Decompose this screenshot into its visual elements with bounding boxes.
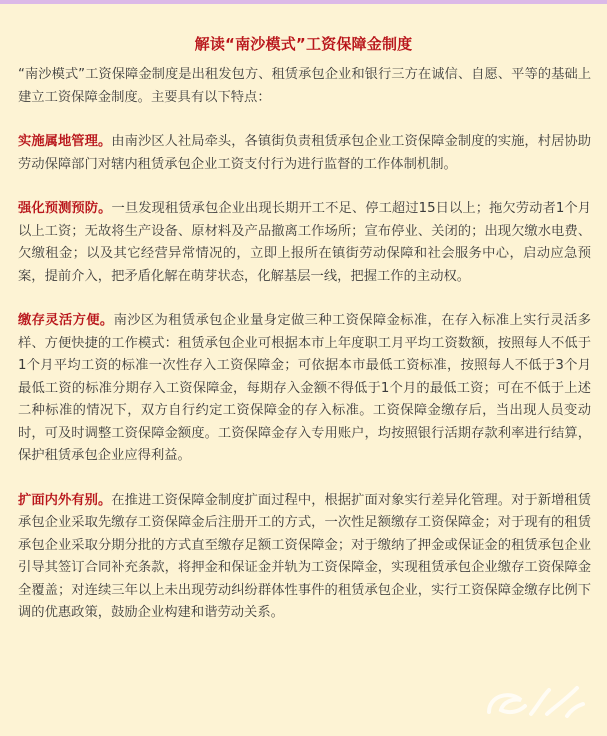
article-title: 解读“南沙模式”工资保障金制度 xyxy=(194,35,413,53)
section-local-management xyxy=(18,131,591,176)
section-flexible-deposit xyxy=(18,310,591,468)
section-heading: 缴存灵活方便。 xyxy=(18,313,114,328)
publisher-logo-watermark-icon xyxy=(479,678,589,726)
section-text: 一旦发现租赁承包企业出现长期开工不足、停工超过15日以上；拖欠劳动者1个月以上工资；无故将生产设备、原材料及产品撤离工作场所；宣布停业、关闭的；出现欠缴水电费、欠缴租金；以及其它经营异常情况的，立即上报所在镇街劳动保障和社会服务中心，启动应急预案，提前介入，把矛盾化解在萌芽状态，化解基层一线，把握工作的主动权。 xyxy=(18,201,591,284)
section-text: 由南沙区人社局牵头，各镇街负责租赁承包企业工资保障金制度的实施，村居协助劳动保障部门对辖内租赁承包企业工资支付行为进行监督的工作体制机制。 xyxy=(18,134,592,172)
section-text: 在推进工资保障金制度扩面过程中，根据扩面对象实行差异化管理。对于新增租赁承包企业采取先缴存工资保障金后注册开工的方式，一次性足额缴存工资保障金；对于现有的租赁承包企业采取分期分批的方式直至缴存足额工资保障金；对于缴纳了押金或保证金的租赁承包企业引导其签订合同补充条款，将押金和保证金并轨为工资保障金，实现租赁承包企业缴存工资保障金全覆盖；对连续三年以上未出现劳动纠纷群体性事件的租赁承包企业，实行工资保障金缴存比例下调的优惠政策，鼓励企业构建和谐劳动关系。 xyxy=(18,492,592,620)
article-body xyxy=(18,64,591,647)
section-heading: 实施属地管理。 xyxy=(18,134,112,149)
section-heading: 强化预测预防。 xyxy=(18,201,112,216)
section-expansion xyxy=(18,490,591,625)
section-text: 南沙区为租赁承包企业量身定做三种工资保障金标准，在存入标准上实行灵活多样、方便快捷的工作模式：租赁承包企业可根据本市上年度职工月平均工资数额，按照每人不低于1个月平均工资的标准一次性存入工资保障金；可依据本市最低工资标准，按照每人不低于3个月最低工资的标准分期存入工资保障金，每期存入金额不得低于1个月的最低工资；可在不低于上述二种标准的情况下，双方自行约定工资保障金的存入标准。工资保障金缴存后，当出现人员变动时，可及时调整工资保障金额度。工资保障金存入专用账户，均按照银行活期存款利率进行结算，保护租赁承包企业应得利益。 xyxy=(18,313,592,463)
section-prevention xyxy=(18,198,591,288)
section-heading: 扩面内外有别。 xyxy=(18,492,112,508)
article-intro: “南沙模式”工资保障金制度是出租发包方、租赁承包企业和银行三方在诚信、自愿、平等的基础上建立工资保障金制度。主要具有以下特点： xyxy=(18,67,591,105)
